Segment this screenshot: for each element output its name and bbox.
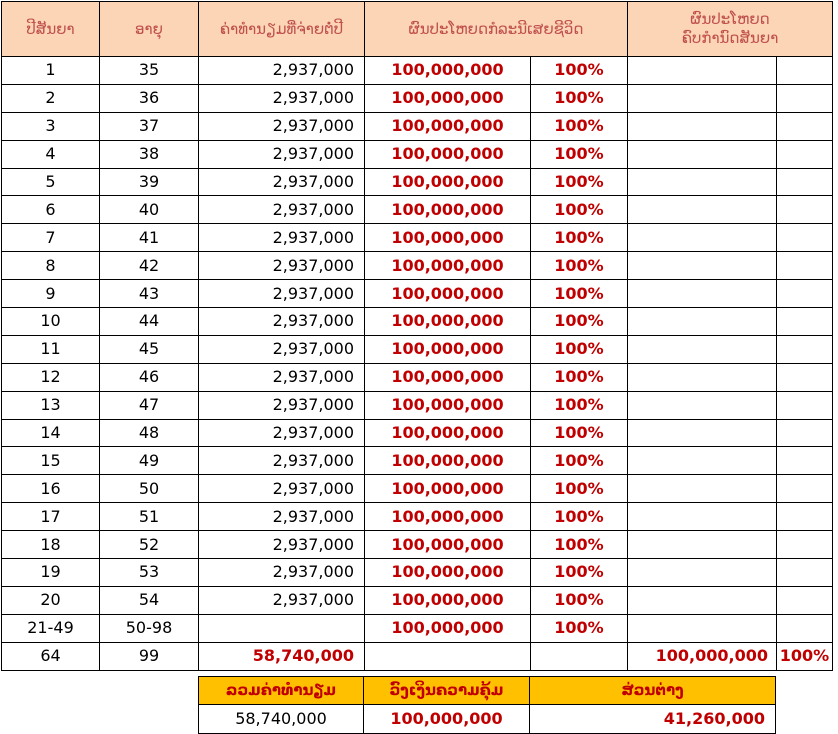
maturity-percent-cell [777, 586, 833, 614]
summary-table [198, 676, 776, 734]
death-benefit-cell: 100,000,000 [365, 84, 531, 112]
age-cell: 38 [100, 140, 199, 168]
maturity-benefit-cell: 100,000,000 [628, 642, 777, 670]
maturity-benefit-cell [628, 475, 777, 503]
year-cell: 14 [2, 419, 100, 447]
death-benefit-cell: 100,000,000 [365, 363, 531, 391]
maturity-benefit-cell [628, 614, 777, 642]
death-benefit-percent-cell: 100% [531, 224, 628, 252]
year-cell: 20 [2, 586, 100, 614]
age-cell: 40 [100, 196, 199, 224]
maturity-percent-cell [777, 168, 833, 196]
year-cell: 9 [2, 280, 100, 308]
death-benefit-cell: 100,000,000 [365, 475, 531, 503]
maturity-percent-cell [777, 280, 833, 308]
summary-header-row [199, 677, 776, 705]
maturity-benefit-cell [628, 84, 777, 112]
death-benefit-percent-cell: 100% [531, 196, 628, 224]
maturity-percent-cell [777, 531, 833, 559]
age-cell: 99 [100, 642, 199, 670]
maturity-percent-cell [777, 503, 833, 531]
maturity-percent-cell [777, 447, 833, 475]
premium-cell: 2,937,000 [199, 559, 365, 587]
premium-cell: 2,937,000 [199, 196, 365, 224]
age-cell: 50 [100, 475, 199, 503]
death-benefit-cell: 100,000,000 [365, 531, 531, 559]
age-cell: 47 [100, 391, 199, 419]
maturity-percent-cell [777, 391, 833, 419]
death-benefit-cell: 100,000,000 [365, 168, 531, 196]
premium-cell: 2,937,000 [199, 140, 365, 168]
maturity-benefit-cell [628, 586, 777, 614]
death-benefit-percent-cell: 100% [531, 252, 628, 280]
age-cell: 50-98 [100, 614, 199, 642]
premium-cell: 2,937,000 [199, 112, 365, 140]
death-benefit-percent-cell: 100% [531, 140, 628, 168]
death-benefit-cell: 100,000,000 [365, 503, 531, 531]
death-benefit-cell: 100,000,000 [365, 140, 531, 168]
table-row [2, 308, 833, 336]
table-row [2, 252, 833, 280]
premium-cell: 2,937,000 [199, 252, 365, 280]
maturity-percent-cell [777, 559, 833, 587]
table-row [2, 391, 833, 419]
age-cell: 45 [100, 335, 199, 363]
maturity-percent-cell [777, 335, 833, 363]
age-cell: 36 [100, 84, 199, 112]
age-cell: 43 [100, 280, 199, 308]
header-maturity-benefit [628, 2, 833, 57]
age-cell: 51 [100, 503, 199, 531]
death-benefit-cell: 100,000,000 [365, 252, 531, 280]
table-row [2, 196, 833, 224]
year-cell: 15 [2, 447, 100, 475]
maturity-benefit-cell [628, 559, 777, 587]
maturity-benefit-cell [628, 308, 777, 336]
table-row [2, 280, 833, 308]
death-benefit-percent-cell: 100% [531, 531, 628, 559]
maturity-percent-cell [777, 614, 833, 642]
death-benefit-percent-cell: 100% [531, 335, 628, 363]
premium-cell: 2,937,000 [199, 531, 365, 559]
maturity-percent-cell [777, 419, 833, 447]
death-benefit-cell: 100,000,000 [365, 280, 531, 308]
table-row [2, 475, 833, 503]
table-row [2, 447, 833, 475]
summary-total-premium: 58,740,000 [199, 705, 364, 734]
year-cell: 64 [2, 642, 100, 670]
death-benefit-cell: 100,000,000 [365, 112, 531, 140]
death-benefit-cell: 100,000,000 [365, 391, 531, 419]
death-benefit-percent-cell: 100% [531, 447, 628, 475]
table-row [2, 84, 833, 112]
maturity-percent-cell [777, 475, 833, 503]
death-benefit-cell: 100,000,000 [365, 308, 531, 336]
maturity-benefit-cell [628, 531, 777, 559]
year-cell: 3 [2, 112, 100, 140]
year-cell: 12 [2, 363, 100, 391]
premium-cell: 2,937,000 [199, 419, 365, 447]
year-cell: 18 [2, 531, 100, 559]
year-cell: 17 [2, 503, 100, 531]
death-benefit-percent-cell: 100% [531, 363, 628, 391]
header-age: ອາຍຸ [100, 2, 199, 57]
premium-cell: 2,937,000 [199, 57, 365, 85]
year-cell: 21-49 [2, 614, 100, 642]
table-row [2, 168, 833, 196]
death-benefit-percent-cell: 100% [531, 57, 628, 85]
year-cell: 1 [2, 57, 100, 85]
year-cell: 6 [2, 196, 100, 224]
maturity-benefit-cell [628, 280, 777, 308]
summary-coverage-label: ວົງເງິນຄວາມຄຸ້ມ [364, 677, 530, 705]
maturity-benefit-cell [628, 224, 777, 252]
premium-cell: 2,937,000 [199, 503, 365, 531]
maturity-benefit-cell [628, 140, 777, 168]
header-year: ປີສັນຍາ [2, 2, 100, 57]
premium-cell: 2,937,000 [199, 475, 365, 503]
header-death-benefit: ຜົນປະໂຫຍດກໍລະນີເສຍຊີວິດ [365, 2, 628, 57]
maturity-benefit-cell [628, 419, 777, 447]
maturity-percent-cell [777, 224, 833, 252]
summary-coverage: 100,000,000 [364, 705, 530, 734]
table-row [2, 531, 833, 559]
death-benefit-cell: 100,000,000 [365, 224, 531, 252]
year-cell: 8 [2, 252, 100, 280]
summary-value-row [199, 705, 776, 734]
premium-cell: 2,937,000 [199, 586, 365, 614]
table-row [2, 112, 833, 140]
death-benefit-cell: 100,000,000 [365, 57, 531, 85]
maturity-percent-cell [777, 308, 833, 336]
year-cell: 13 [2, 391, 100, 419]
table-row [2, 335, 833, 363]
premium-cell: 2,937,000 [199, 84, 365, 112]
maturity-benefit-cell [628, 363, 777, 391]
table-row [2, 503, 833, 531]
death-benefit-percent-cell: 100% [531, 559, 628, 587]
death-benefit-cell: 100,000,000 [365, 447, 531, 475]
year-cell: 5 [2, 168, 100, 196]
death-benefit-percent-cell: 100% [531, 614, 628, 642]
death-benefit-percent-cell: 100% [531, 391, 628, 419]
premium-cell: 2,937,000 [199, 308, 365, 336]
maturity-benefit-cell [628, 252, 777, 280]
premium-cell: 2,937,000 [199, 391, 365, 419]
year-cell: 2 [2, 84, 100, 112]
maturity-percent-cell [777, 112, 833, 140]
benefit-table [1, 1, 833, 671]
death-benefit-cell: 100,000,000 [365, 559, 531, 587]
table-row [2, 614, 833, 642]
age-cell: 54 [100, 586, 199, 614]
death-benefit-percent-cell: 100% [531, 503, 628, 531]
age-cell: 35 [100, 57, 199, 85]
year-cell: 10 [2, 308, 100, 336]
year-cell: 4 [2, 140, 100, 168]
maturity-benefit-cell [628, 57, 777, 85]
maturity-percent-cell [777, 84, 833, 112]
summary-difference: 41,260,000 [530, 705, 776, 734]
header-maturity-line1: ຜົນປະໂຫຍດ [690, 10, 770, 28]
summary-difference-label: ສ່ວນຕ່າງ [530, 677, 776, 705]
table-row [2, 363, 833, 391]
age-cell: 46 [100, 363, 199, 391]
table-body [2, 57, 833, 671]
death-benefit-cell: 100,000,000 [365, 196, 531, 224]
age-cell: 44 [100, 308, 199, 336]
year-cell: 16 [2, 475, 100, 503]
table-row [2, 140, 833, 168]
death-benefit-percent-cell: 100% [531, 112, 628, 140]
maturity-percent-cell [777, 252, 833, 280]
death-benefit-cell: 100,000,000 [365, 586, 531, 614]
maturity-benefit-cell [628, 168, 777, 196]
age-cell: 48 [100, 419, 199, 447]
premium-cell: 2,937,000 [199, 447, 365, 475]
death-benefit-percent-cell: 100% [531, 168, 628, 196]
death-benefit-percent-cell: 100% [531, 419, 628, 447]
death-benefit-cell: 100,000,000 [365, 419, 531, 447]
header-row [2, 2, 833, 57]
table-row [2, 419, 833, 447]
premium-cell: 2,937,000 [199, 224, 365, 252]
death-benefit-percent-cell: 100% [531, 475, 628, 503]
death-benefit-percent-cell: 100% [531, 586, 628, 614]
maturity-percent-cell [777, 140, 833, 168]
maturity-percent-cell [777, 57, 833, 85]
summary-total-premium-label: ລວມຄ່າທຳນຽມ [199, 677, 364, 705]
year-cell: 11 [2, 335, 100, 363]
maturity-percent-cell [777, 363, 833, 391]
table-row [2, 57, 833, 85]
header-premium: ຄ່າທຳນຽມທີ່ຈ່າຍຕໍ່ປີ [199, 2, 365, 57]
age-cell: 52 [100, 531, 199, 559]
maturity-benefit-cell [628, 112, 777, 140]
age-cell: 37 [100, 112, 199, 140]
death-benefit-cell: 100,000,000 [365, 614, 531, 642]
death-benefit-percent-cell [531, 642, 628, 670]
table-row [2, 586, 833, 614]
death-benefit-cell [365, 642, 531, 670]
maturity-benefit-cell [628, 196, 777, 224]
maturity-percent-cell: 100% [777, 642, 833, 670]
final-row [2, 642, 833, 670]
table-row [2, 559, 833, 587]
age-cell: 42 [100, 252, 199, 280]
maturity-benefit-cell [628, 503, 777, 531]
age-cell: 39 [100, 168, 199, 196]
premium-cell: 2,937,000 [199, 280, 365, 308]
year-cell: 19 [2, 559, 100, 587]
death-benefit-cell: 100,000,000 [365, 335, 531, 363]
age-cell: 49 [100, 447, 199, 475]
death-benefit-percent-cell: 100% [531, 308, 628, 336]
death-benefit-percent-cell: 100% [531, 84, 628, 112]
table-row [2, 224, 833, 252]
premium-cell: 2,937,000 [199, 363, 365, 391]
maturity-benefit-cell [628, 335, 777, 363]
premium-cell [199, 614, 365, 642]
maturity-benefit-cell [628, 447, 777, 475]
maturity-percent-cell [777, 196, 833, 224]
maturity-benefit-cell [628, 391, 777, 419]
total-premium-cell: 58,740,000 [199, 642, 365, 670]
header-maturity-line2: ຄົບກຳນົດສັນຍາ [681, 29, 779, 47]
premium-cell: 2,937,000 [199, 168, 365, 196]
age-cell: 41 [100, 224, 199, 252]
premium-cell: 2,937,000 [199, 335, 365, 363]
year-cell: 7 [2, 224, 100, 252]
death-benefit-percent-cell: 100% [531, 280, 628, 308]
age-cell: 53 [100, 559, 199, 587]
